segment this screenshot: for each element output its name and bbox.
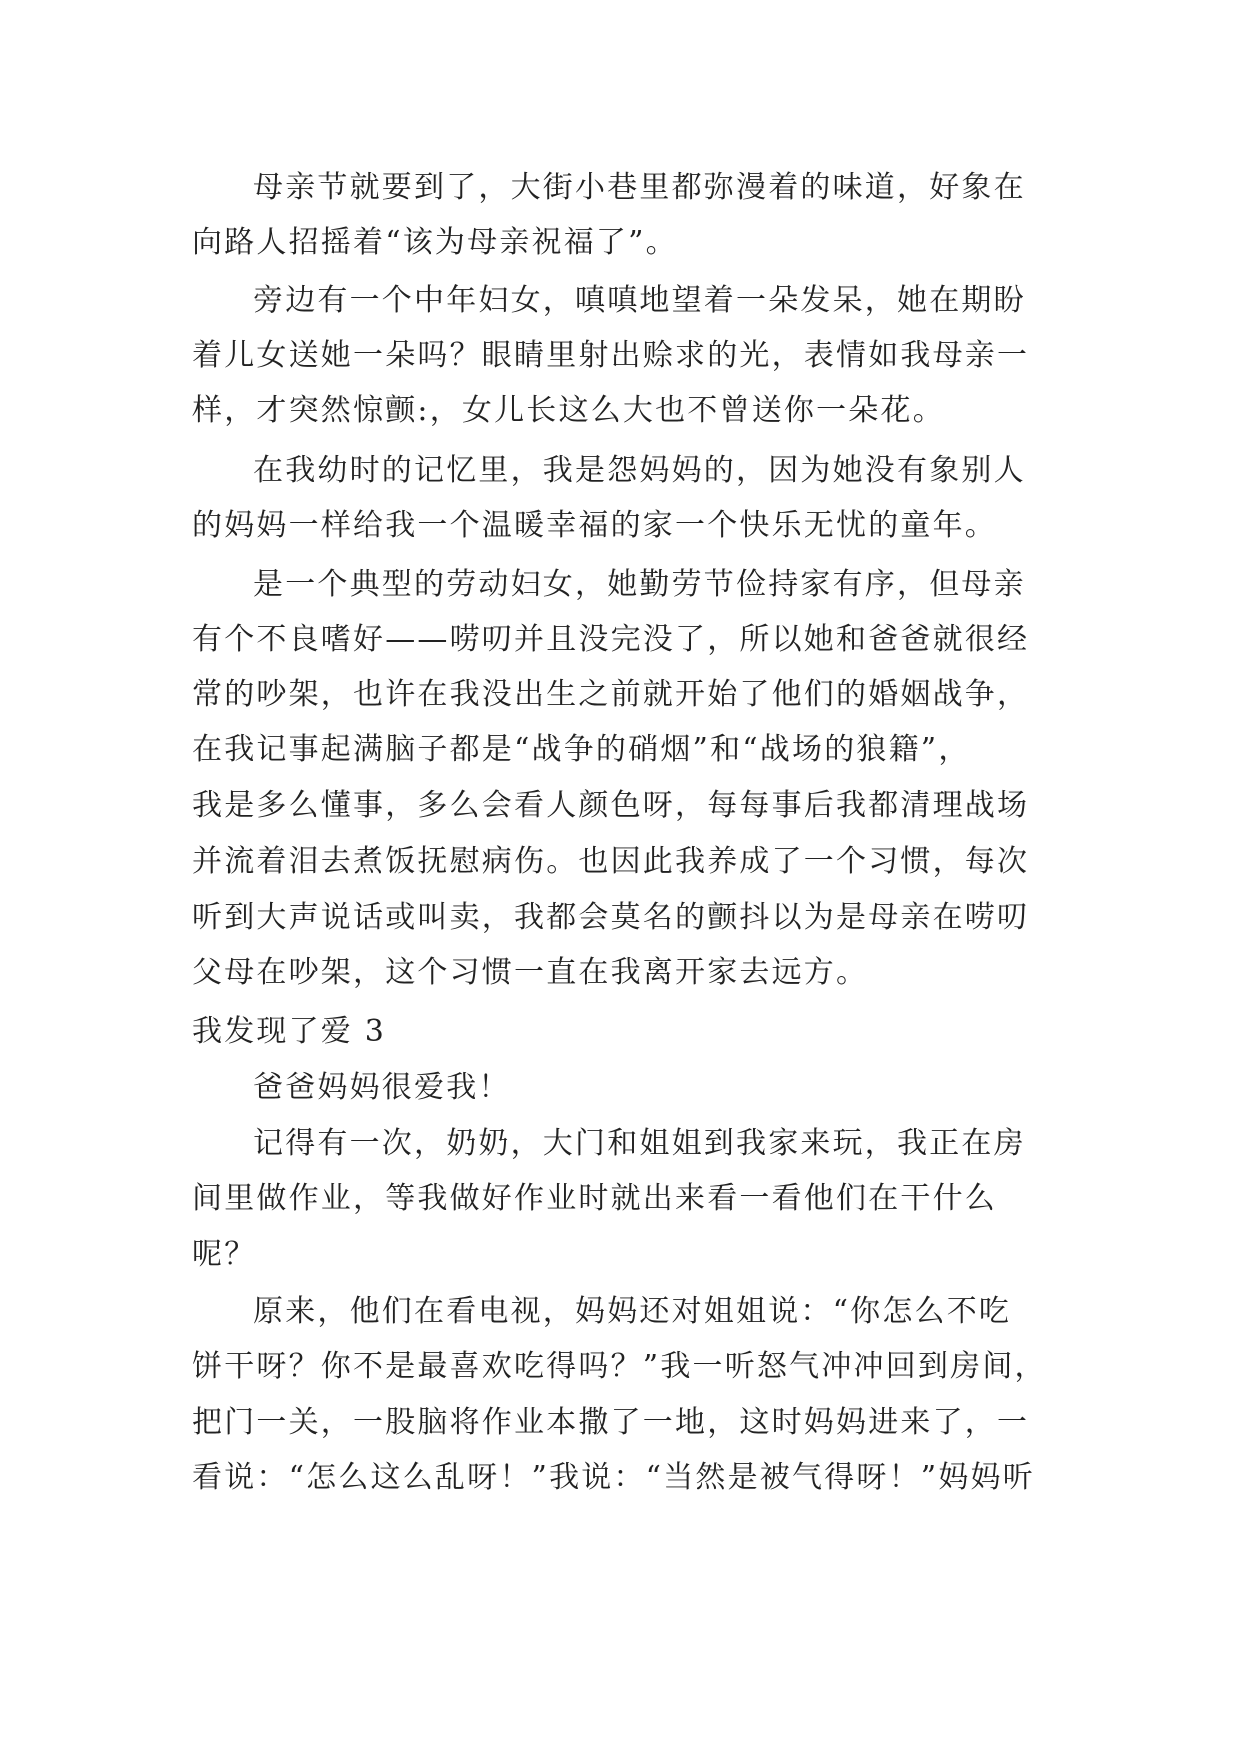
text-line: 的妈妈一样给我一个温暖幸福的家一个快乐无忧的童年。 bbox=[192, 508, 997, 543]
text-line: 在我记事起满脑子都是“战争的硝烟”和“战场的狼籍”， bbox=[192, 732, 971, 767]
text-line: 向路人招摇着“该为母亲祝福了”。 bbox=[192, 225, 678, 260]
text-line: 常的吵架，也许在我没出生之前就开始了他们的婚姻战争， bbox=[192, 677, 1030, 712]
text-line: 把门一关，一股脑将作业本撒了一地，这时妈妈进来了，一 bbox=[192, 1405, 1030, 1440]
text-line: 母亲节就要到了，大街小巷里都弥漫着的味道，好象在 bbox=[253, 170, 1026, 205]
text-line: 间里做作业，等我做好作业时就出来看一看他们在干什么 bbox=[192, 1181, 997, 1216]
text-line: 着儿女送她一朵吗？眼睛里射出赊求的光，表情如我母亲一 bbox=[192, 338, 1030, 373]
text-line: 看说：“怎么这么乱呀！”我说：“当然是被气得呀！”妈妈听 bbox=[192, 1460, 1035, 1495]
text-line: 旁边有一个中年妇女，嗔嗔地望着一朵发呆，她在期盼 bbox=[253, 283, 1026, 318]
text-line: 父母在吵架，这个习惯一直在我离开家去远方。 bbox=[192, 955, 869, 990]
section-heading: 我发现了爱 3 bbox=[192, 1014, 387, 1049]
text-line: 记得有一次，奶奶，大门和姐姐到我家来玩，我正在房 bbox=[253, 1126, 1026, 1161]
text-line: 原来，他们在看电视，妈妈还对姐姐说：“你怎么不吃 bbox=[253, 1294, 1012, 1329]
text-line: 有个不良嗜好——唠叨并且没完没了，所以她和爸爸就很经 bbox=[192, 622, 1030, 657]
text-line: 呢？ bbox=[192, 1237, 257, 1272]
text-line: 听到大声说话或叫卖，我都会莫名的颤抖以为是母亲在唠叨 bbox=[192, 900, 1030, 935]
text-line: 是一个典型的劳动妇女，她勤劳节俭持家有序，但母亲 bbox=[253, 567, 1026, 602]
text-line: 在我幼时的记忆里，我是怨妈妈的，因为她没有象别人 bbox=[253, 453, 1026, 488]
text-line: 饼干呀？你不是最喜欢吃得吗？”我一听怒气冲冲回到房间， bbox=[192, 1349, 1047, 1384]
text-line: 样，才突然惊颤:，女儿长这么大也不曾送你一朵花。 bbox=[192, 393, 945, 428]
text-line: 我是多么懂事，多么会看人颜色呀，每每事后我都清理战场 bbox=[192, 788, 1030, 823]
text-line: 爸爸妈妈很爱我！ bbox=[253, 1070, 511, 1105]
text-line: 并流着泪去煮饭抚慰病伤。也因此我养成了一个习惯，每次 bbox=[192, 844, 1030, 879]
